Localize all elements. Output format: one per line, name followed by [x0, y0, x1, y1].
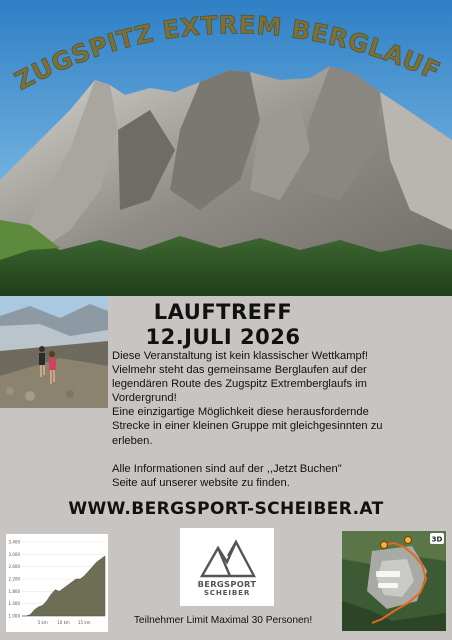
map-label	[376, 571, 400, 577]
y-tick-label: 1.400	[8, 601, 20, 607]
description-line: Seite auf unserer website zu finden.	[112, 476, 290, 489]
logo-line2: SCHEIBER	[203, 588, 251, 597]
x-tick-label: 15 km	[77, 620, 91, 625]
runners-photo	[0, 296, 108, 408]
x-tick-labels	[38, 620, 91, 625]
website-link[interactable]: WWW.BERGSPORT-SCHEIBER.AT	[68, 499, 384, 519]
description-gap	[112, 448, 442, 462]
mountain-logo-icon	[202, 542, 254, 576]
y-tick-label: 2.600	[8, 564, 20, 570]
start-marker	[381, 542, 388, 549]
event-date: 12.JULI 2026	[145, 325, 301, 349]
description	[112, 349, 442, 490]
description-line: Alle Informationen sind auf der ,,Jetzt Buchen"	[112, 462, 342, 475]
description-line: Eine einzigartige Möglichkeit diese herausfordernde	[112, 406, 369, 419]
section-title: LAUFTREFF	[153, 300, 293, 324]
description-line: Strecke in einer kleinen Gruppe mit gleichgesinnten zu	[112, 420, 383, 433]
headline-text: ZUGSPITZ EXTREM BERGLAUF	[9, 10, 445, 96]
participant-limit: Teilnehmer Limit Maximal 30 Personen!	[133, 615, 313, 626]
y-tick-label: 3.400	[8, 539, 20, 545]
y-tick-label: 2.200	[8, 576, 20, 582]
3d-badge[interactable]: 3D	[431, 535, 443, 544]
description-line: Vielmehr steht das gemeinsame Berglaufen auf der	[112, 364, 367, 377]
elevation-profile	[6, 534, 108, 632]
map-label	[378, 583, 398, 588]
y-tick-label: 1.000	[8, 613, 20, 619]
end-marker	[405, 537, 412, 544]
description-line: legendären Route des Zugspitz Extremberglaufs im	[112, 378, 367, 391]
description-line: erleben.	[112, 434, 153, 447]
x-tick-label: 5 km	[37, 620, 48, 625]
y-tick-label: 1.800	[8, 588, 20, 594]
description-line: Diese Veranstaltung ist kein klassischer Wettkampf!	[112, 350, 368, 362]
x-tick-label: 10 km	[57, 620, 70, 625]
logo-line1: BERGSPORT	[197, 579, 257, 589]
description-line: Vordergrund!	[112, 392, 177, 405]
route-map	[342, 531, 446, 631]
y-tick-label: 3.000	[8, 551, 20, 557]
logo	[180, 528, 274, 606]
headline	[0, 0, 452, 110]
